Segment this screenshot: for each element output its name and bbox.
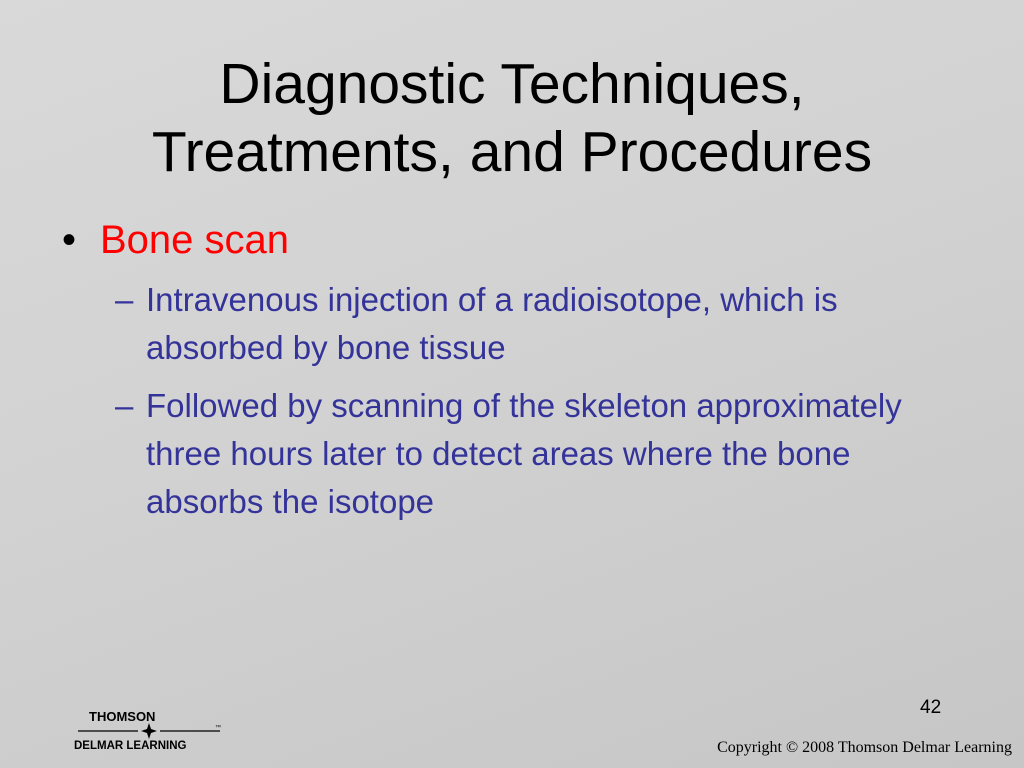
slide-title-line-2: Treatments, and Procedures <box>151 120 873 184</box>
star-icon <box>141 723 157 739</box>
thomson-delmar-logo <box>72 707 232 755</box>
bullet-marker: • <box>62 218 77 262</box>
slide-title <box>0 50 1024 186</box>
logo-tm: ™ <box>215 725 221 731</box>
sub-bullet-text: Followed by scanning of the skeleton approximately three hours later to detect areas where the bone absorbs the isotope <box>146 387 902 520</box>
sub-bullet-dash: – <box>115 387 134 424</box>
bullet-bone-scan <box>62 212 289 268</box>
sub-bullet-dash: – <box>115 281 134 318</box>
logo-top-text: THOMSON <box>89 709 156 724</box>
sub-bullet-text: Intravenous injection of a radioisotope, which is absorbed by bone tissue <box>146 281 838 366</box>
bullet-text: Bone scan <box>100 218 290 262</box>
logo-bottom-text: DELMAR LEARNING <box>74 740 187 752</box>
copyright-notice: Copyright © 2008 Thomson Delmar Learning <box>717 739 1012 756</box>
sub-bullet-injection <box>115 276 965 372</box>
sub-bullet-scanning <box>115 382 965 526</box>
page-number: 42 <box>920 697 942 718</box>
slide-title-line-1: Diagnostic Techniques, <box>219 52 805 116</box>
